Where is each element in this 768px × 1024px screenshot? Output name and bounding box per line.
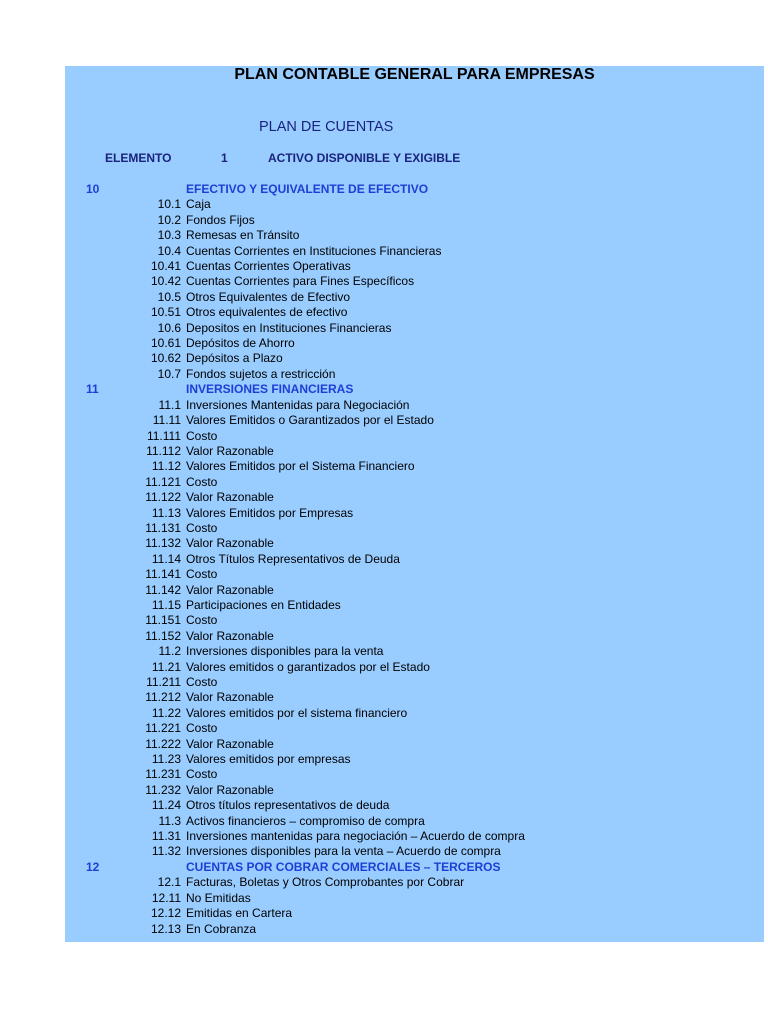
account-row bbox=[65, 475, 764, 490]
account-name: Fondos Fijos bbox=[186, 212, 255, 227]
account-name: Costo bbox=[186, 520, 218, 535]
account-row bbox=[65, 767, 764, 782]
account-row bbox=[65, 644, 764, 659]
account-name: Otros Títulos Representativos de Deuda bbox=[186, 551, 400, 566]
account-code: 11.3 bbox=[158, 813, 181, 828]
account-code: 11.24 bbox=[151, 798, 181, 813]
account-row bbox=[65, 829, 764, 844]
account-name: Cuentas Corrientes para Fines Específicos bbox=[186, 274, 415, 289]
account-row bbox=[65, 398, 764, 413]
account-row bbox=[65, 844, 764, 859]
account-row bbox=[65, 274, 764, 289]
account-name: Depósitos a Plazo bbox=[186, 351, 283, 366]
account-row bbox=[65, 490, 764, 505]
account-name: Valor Razonable bbox=[186, 536, 274, 551]
account-code: 11.21 bbox=[151, 659, 181, 674]
account-row bbox=[65, 598, 764, 613]
account-code: 11.15 bbox=[151, 597, 181, 612]
account-code: 10.7 bbox=[157, 366, 181, 381]
account-row bbox=[65, 706, 764, 721]
account-row bbox=[65, 413, 764, 428]
account-code: 11.152 bbox=[145, 628, 181, 643]
account-code: 11.1 bbox=[158, 397, 181, 412]
account-code: 11.31 bbox=[151, 829, 181, 844]
account-code: 11.222 bbox=[145, 736, 181, 751]
account-row bbox=[65, 629, 764, 644]
account-code: 11.121 bbox=[145, 474, 181, 489]
account-row bbox=[65, 367, 764, 382]
account-name: Participaciones en Entidades bbox=[186, 597, 341, 612]
account-name: Valor Razonable bbox=[186, 736, 274, 751]
element-header bbox=[65, 150, 764, 166]
account-name: Caja bbox=[186, 197, 211, 212]
account-code: 10.5 bbox=[157, 289, 181, 304]
account-code: 11.122 bbox=[145, 490, 181, 505]
account-name: Valor Razonable bbox=[186, 443, 274, 458]
account-row bbox=[65, 660, 764, 675]
account-name: Otros equivalentes de efectivo bbox=[186, 305, 348, 320]
element-name: ACTIVO DISPONIBLE Y EXIGIBLE bbox=[268, 151, 461, 165]
account-name: Cuentas Corrientes Operativas bbox=[186, 259, 351, 274]
account-row bbox=[65, 429, 764, 444]
account-name: Costo bbox=[186, 567, 218, 582]
account-name: Costo bbox=[186, 474, 218, 489]
account-code: 10.51 bbox=[150, 305, 181, 320]
account-row bbox=[65, 583, 764, 598]
account-name: Inversiones mantenidas para negociación – Acuerdo de compra bbox=[186, 829, 525, 844]
account-name: Costo bbox=[186, 675, 218, 689]
account-name: Inversiones disponibles para la venta bbox=[186, 644, 384, 659]
account-code: 12.11 bbox=[151, 890, 181, 905]
account-code: 11.231 bbox=[145, 767, 181, 782]
account-code: 11.232 bbox=[145, 782, 181, 797]
account-code: 10.2 bbox=[157, 212, 181, 227]
account-name: Valor Razonable bbox=[186, 582, 274, 597]
account-name: Fondos sujetos a restricción bbox=[186, 366, 336, 381]
account-code: 10.61 bbox=[150, 336, 181, 351]
account-name: Depósitos de Ahorro bbox=[186, 336, 295, 351]
account-row bbox=[65, 906, 764, 921]
account-row bbox=[65, 259, 764, 274]
page-title: PLAN CONTABLE GENERAL PARA EMPRESAS bbox=[234, 66, 595, 83]
account-name: Inversiones disponibles para la venta – Acuerdo de compra bbox=[186, 844, 501, 859]
account-code: 12.12 bbox=[150, 906, 181, 921]
account-group-row bbox=[65, 860, 764, 875]
account-name: Facturas, Boletas y Otros Comprobantes por Cobrar bbox=[186, 875, 465, 890]
document-sheet bbox=[65, 66, 764, 942]
account-code: 11.221 bbox=[145, 721, 181, 736]
account-code: 11.211 bbox=[146, 675, 181, 689]
account-row bbox=[65, 213, 764, 228]
account-row bbox=[65, 444, 764, 459]
account-name: Valor Razonable bbox=[186, 490, 274, 505]
account-row bbox=[65, 875, 764, 890]
account-name: Valores emitidos por el sistema financiero bbox=[186, 705, 408, 720]
account-name: Emitidas en Cartera bbox=[186, 906, 293, 921]
account-group-row bbox=[65, 382, 764, 397]
account-name: Otros Equivalentes de Efectivo bbox=[186, 289, 351, 304]
account-name: Depositos en Instituciones Financieras bbox=[186, 320, 392, 335]
account-name: Valores Emitidos por Empresas bbox=[186, 505, 354, 520]
account-name: Activos financieros – compromiso de compra bbox=[186, 813, 425, 828]
account-code: 12.1 bbox=[157, 875, 181, 890]
account-code: 12 bbox=[86, 859, 100, 874]
account-row bbox=[65, 922, 764, 937]
account-row bbox=[65, 336, 764, 351]
account-code: 11.132 bbox=[145, 536, 181, 551]
account-row bbox=[65, 536, 764, 551]
account-name: Costo bbox=[186, 613, 218, 628]
account-code: 11.142 bbox=[145, 582, 181, 597]
account-code: 11.32 bbox=[151, 844, 181, 859]
account-row bbox=[65, 290, 764, 305]
account-code: 11.2 bbox=[158, 644, 181, 659]
account-row bbox=[65, 783, 764, 798]
account-row bbox=[65, 798, 764, 813]
account-row bbox=[65, 506, 764, 521]
account-code: 11.112 bbox=[146, 443, 181, 458]
account-name: INVERSIONES FINANCIERAS bbox=[186, 382, 354, 397]
account-code: 10 bbox=[86, 182, 100, 196]
account-row bbox=[65, 552, 764, 567]
account-row bbox=[65, 351, 764, 366]
account-code: 12.13 bbox=[150, 921, 181, 936]
account-code: 11.141 bbox=[145, 567, 181, 582]
account-code: 10.62 bbox=[150, 351, 181, 366]
account-name: Valores emitidos por empresas bbox=[186, 752, 351, 767]
account-name: CUENTAS POR COBRAR COMERCIALES – TERCEROS bbox=[186, 859, 501, 874]
account-code: 11.111 bbox=[146, 428, 181, 443]
account-name: EFECTIVO Y EQUIVALENTE DE EFECTIVO bbox=[186, 182, 429, 196]
account-row bbox=[65, 721, 764, 736]
account-code: 10.4 bbox=[157, 243, 181, 258]
account-row bbox=[65, 613, 764, 628]
account-name: Valores Emitidos o Garantizados por el Estado bbox=[186, 413, 434, 428]
account-name: Valor Razonable bbox=[186, 690, 274, 705]
element-label: ELEMENTO bbox=[105, 151, 172, 165]
account-row bbox=[65, 321, 764, 336]
account-row bbox=[65, 891, 764, 906]
account-group-row bbox=[65, 182, 764, 197]
account-code: 10.6 bbox=[157, 320, 181, 335]
account-code: 10.1 bbox=[157, 197, 181, 212]
accounts-list bbox=[65, 182, 764, 937]
account-code: 11.12 bbox=[151, 459, 181, 474]
account-name: Otros títulos representativos de deuda bbox=[186, 798, 390, 813]
account-code: 11.14 bbox=[151, 551, 181, 566]
account-code: 11.11 bbox=[152, 413, 181, 428]
account-name: Costo bbox=[186, 428, 218, 443]
account-code: 10.3 bbox=[157, 228, 181, 243]
account-name: No Emitidas bbox=[186, 890, 251, 905]
account-row bbox=[65, 737, 764, 752]
account-name: Valor Razonable bbox=[186, 782, 274, 797]
account-name: Valor Razonable bbox=[186, 628, 274, 643]
page-subtitle: PLAN DE CUENTAS bbox=[259, 119, 394, 135]
account-code: 11.22 bbox=[151, 705, 181, 720]
account-code: 10.41 bbox=[150, 259, 181, 274]
account-name: Costo bbox=[186, 721, 218, 736]
account-code: 11.131 bbox=[145, 520, 181, 535]
account-row bbox=[65, 567, 764, 582]
account-row bbox=[65, 814, 764, 829]
account-code: 11.151 bbox=[145, 613, 181, 628]
account-row bbox=[65, 675, 764, 690]
account-name: Valores emitidos o garantizados por el Estado bbox=[186, 659, 430, 674]
account-row bbox=[65, 305, 764, 320]
account-name: Remesas en Tránsito bbox=[186, 228, 300, 243]
account-code: 11 bbox=[86, 382, 99, 397]
account-code: 11.13 bbox=[151, 505, 181, 520]
account-name: Cuentas Corrientes en Instituciones Financieras bbox=[186, 243, 442, 258]
account-name: En Cobranza bbox=[186, 921, 257, 936]
account-name: Costo bbox=[186, 767, 218, 782]
account-row bbox=[65, 521, 764, 536]
account-name: Valores Emitidos por el Sistema Financiero bbox=[186, 459, 415, 474]
element-number: 1 bbox=[221, 151, 228, 165]
account-row bbox=[65, 244, 764, 259]
account-row bbox=[65, 197, 764, 212]
account-name: Inversiones Mantenidas para Negociación bbox=[186, 397, 410, 412]
account-code: 11.23 bbox=[151, 752, 181, 767]
account-row bbox=[65, 459, 764, 474]
account-row bbox=[65, 690, 764, 705]
account-row bbox=[65, 228, 764, 243]
account-code: 11.212 bbox=[145, 690, 181, 705]
account-code: 10.42 bbox=[150, 274, 181, 289]
account-row bbox=[65, 752, 764, 767]
